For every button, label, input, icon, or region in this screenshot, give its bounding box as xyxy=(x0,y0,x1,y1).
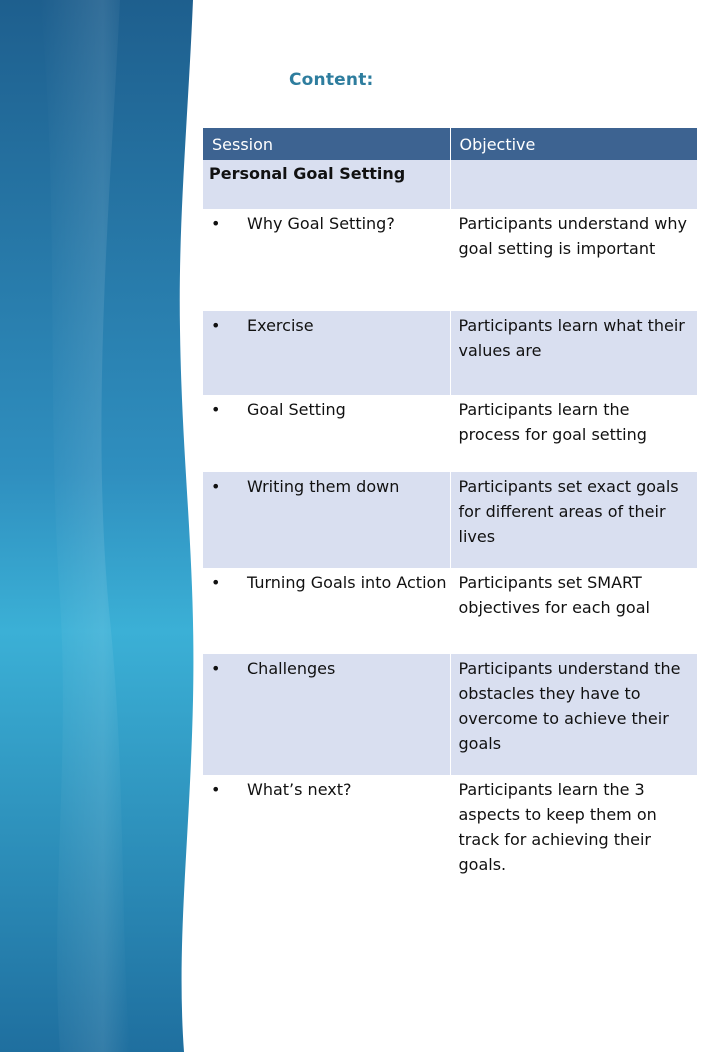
table-row xyxy=(203,472,697,568)
session-cell xyxy=(203,395,450,472)
session-text: Exercise xyxy=(247,316,314,335)
table-row xyxy=(203,311,697,395)
section-empty-cell xyxy=(450,160,697,209)
bullet-icon: • xyxy=(211,780,221,799)
session-text: Writing them down xyxy=(247,477,400,496)
content-heading: Content: xyxy=(289,70,374,90)
header-session: Session xyxy=(203,128,450,160)
objective-cell: Participants learn the 3 aspects to keep them on track for achieving their goals. xyxy=(450,775,697,885)
objective-cell: Participants understand the obstacles they have to overcome to achieve their goals xyxy=(450,654,697,775)
objective-cell: Participants understand why goal setting is important xyxy=(450,209,697,311)
section-title: Personal Goal Setting xyxy=(203,160,450,209)
objective-cell: Participants learn the process for goal setting xyxy=(450,395,697,472)
objective-cell: Participants learn what their values are xyxy=(450,311,697,395)
table-row xyxy=(203,775,697,885)
header-objective: Objective xyxy=(450,128,697,160)
table-row xyxy=(203,209,697,311)
session-cell xyxy=(203,209,450,311)
bullet-icon: • xyxy=(211,659,221,678)
bullet-icon: • xyxy=(211,214,221,233)
bullet-icon: • xyxy=(211,477,221,496)
session-text: Goal Setting xyxy=(247,400,346,419)
decorative-side-band xyxy=(0,0,200,1052)
table-row xyxy=(203,568,697,654)
session-text: Turning Goals into Action xyxy=(247,573,447,592)
session-text: Challenges xyxy=(247,659,336,678)
bullet-icon: • xyxy=(211,316,221,335)
session-cell xyxy=(203,311,450,395)
bullet-icon: • xyxy=(211,573,221,592)
session-objective-table xyxy=(203,128,697,885)
session-cell xyxy=(203,775,450,885)
bullet-icon: • xyxy=(211,400,221,419)
section-row xyxy=(203,160,697,209)
table-header-row xyxy=(203,128,697,160)
objective-cell: Participants set exact goals for different areas of their lives xyxy=(450,472,697,568)
table-row xyxy=(203,395,697,472)
session-cell xyxy=(203,472,450,568)
session-text: What’s next? xyxy=(247,780,352,799)
session-cell xyxy=(203,568,450,654)
session-text: Why Goal Setting? xyxy=(247,214,395,233)
objective-cell: Participants set SMART objectives for each goal xyxy=(450,568,697,654)
session-cell xyxy=(203,654,450,775)
table-row xyxy=(203,654,697,775)
